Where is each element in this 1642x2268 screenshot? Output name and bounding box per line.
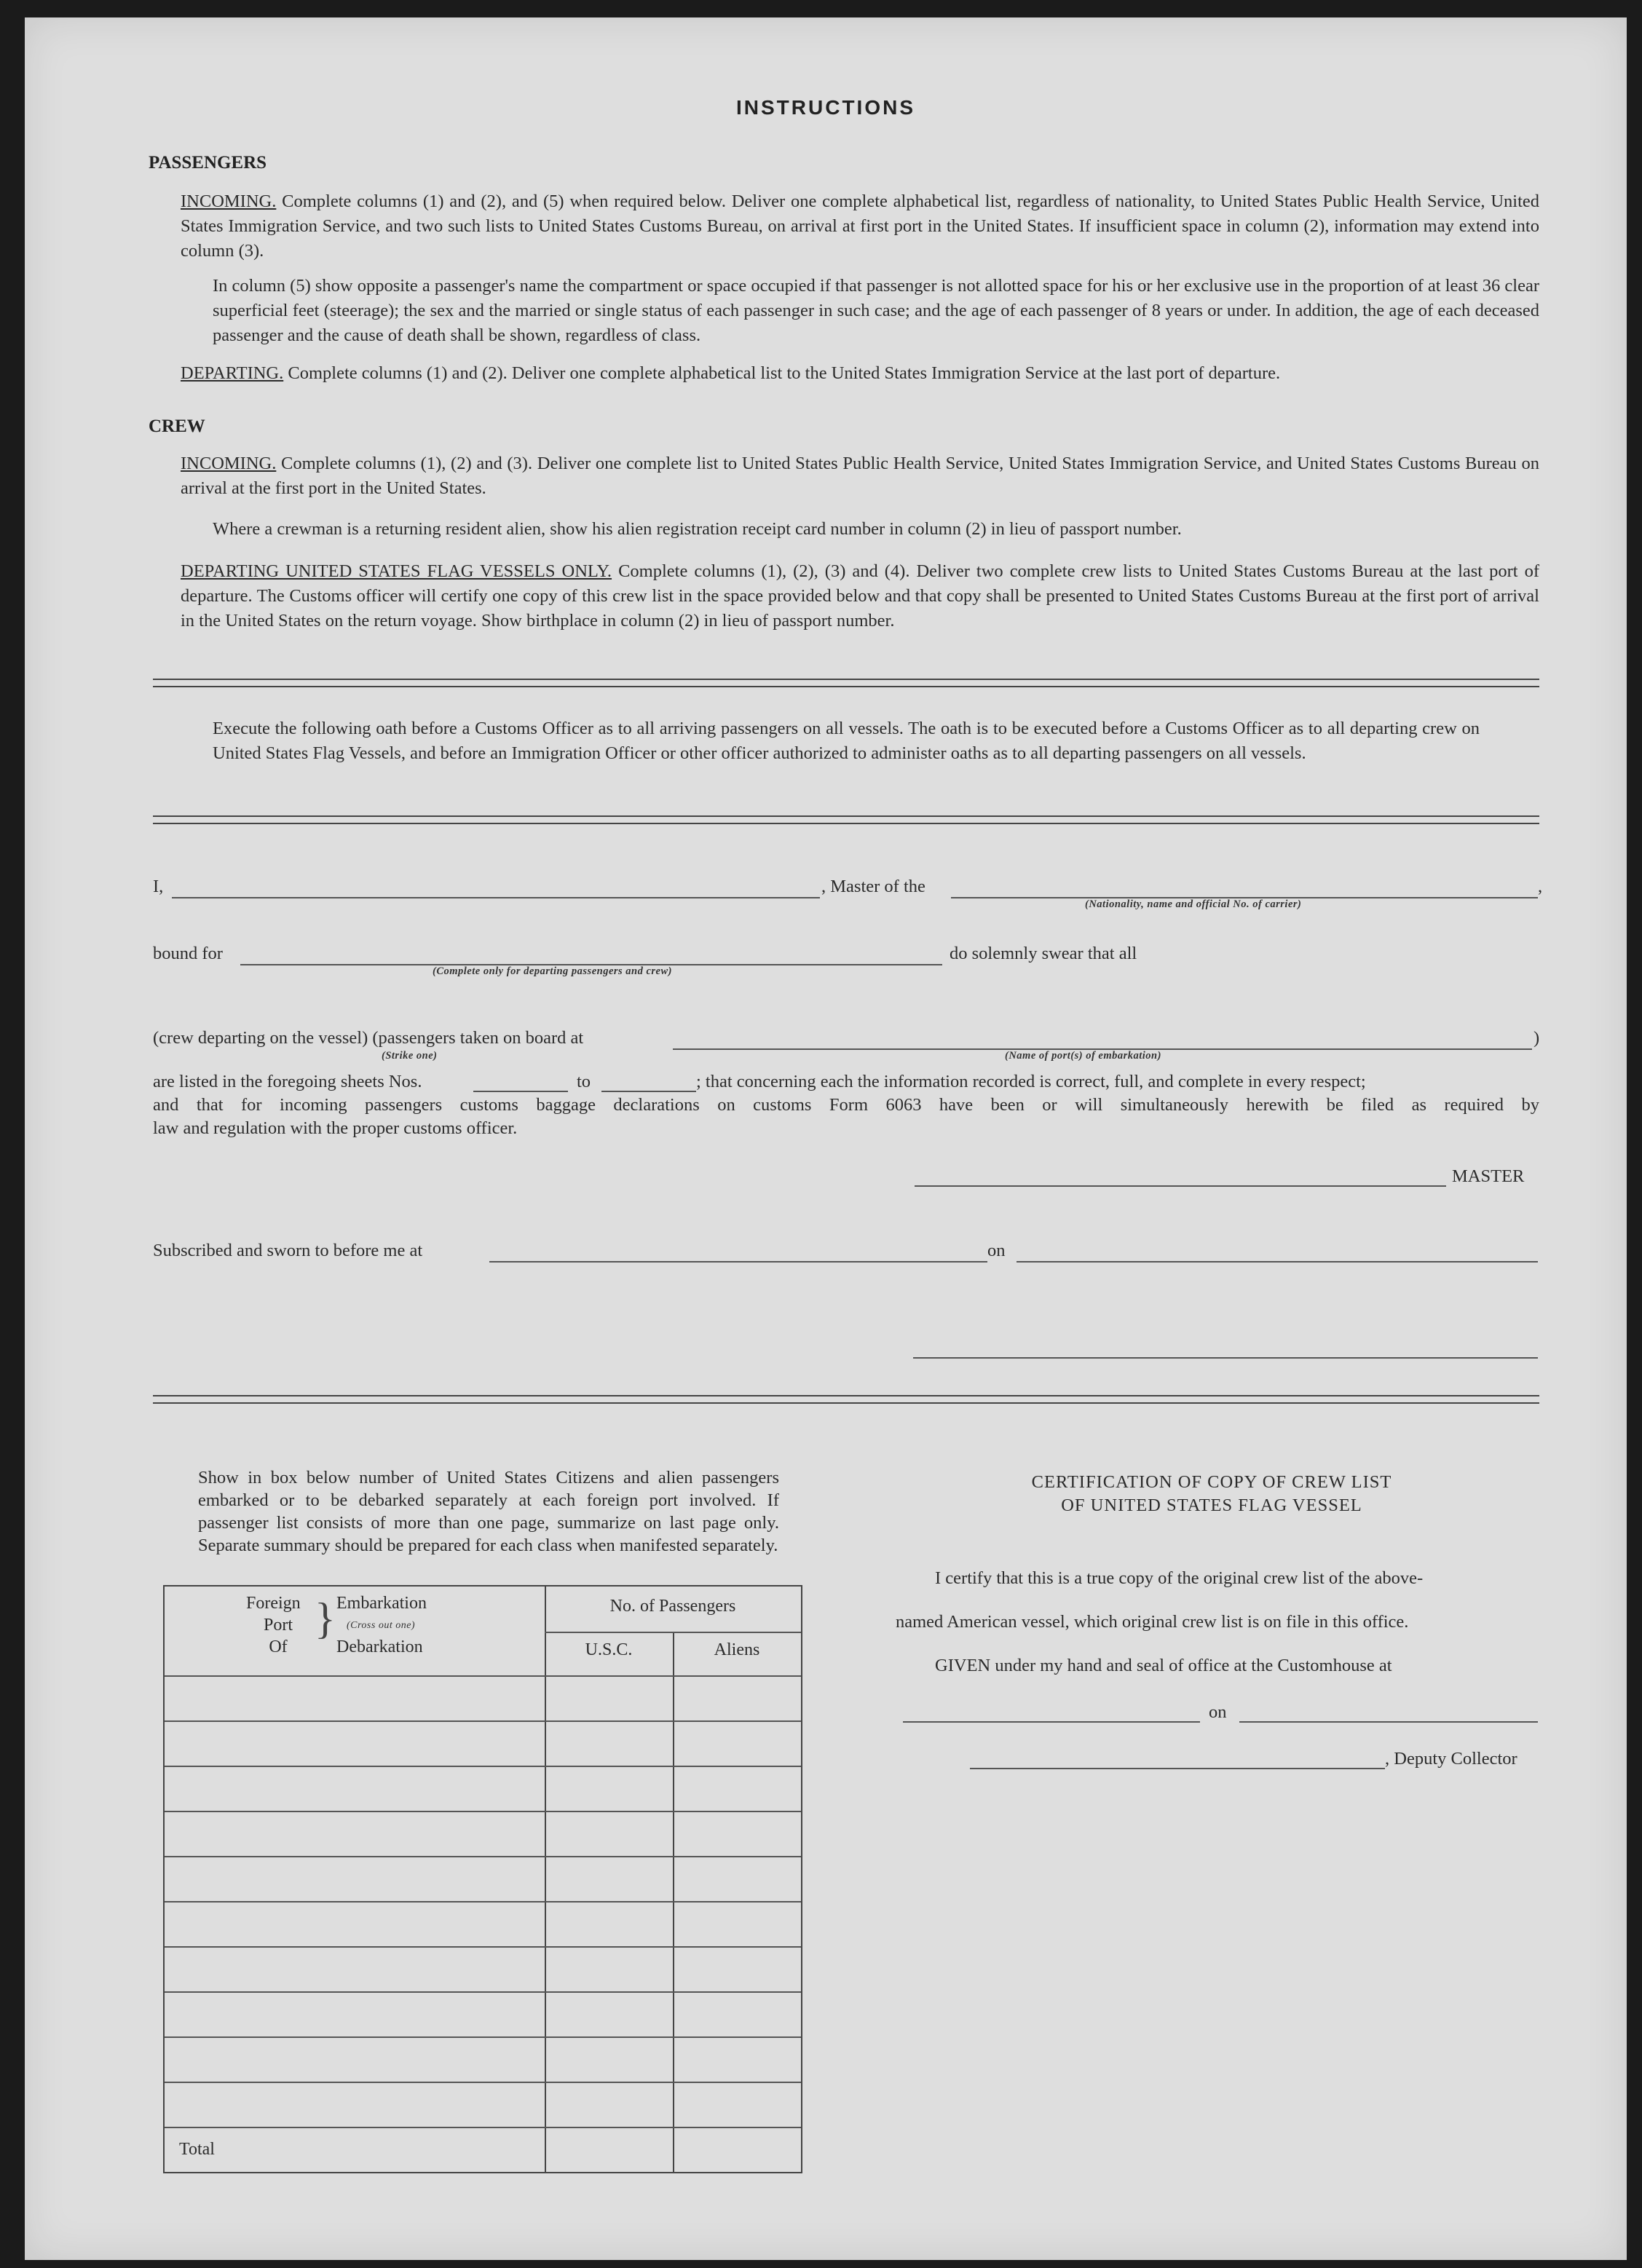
passengers-departing-text: Complete columns (1) and (2). Deliver one complete alphabetical list to the United States Immigration Service at the last port of departure. bbox=[288, 363, 1281, 383]
crew-departing-label: DEPARTING UNITED STATES FLAG VESSELS ONLY. bbox=[181, 561, 612, 581]
passenger-summary-table bbox=[163, 1585, 802, 2173]
total-label: Total bbox=[179, 2140, 215, 2159]
bound-for-label: bound for bbox=[153, 944, 223, 963]
certification-date-field[interactable] bbox=[1239, 1721, 1538, 1723]
oath-line-3: law and regulation with the proper customs officer. bbox=[153, 1118, 518, 1138]
column-divider bbox=[545, 1587, 546, 2172]
oath-instruction: Execute the following oath before a Customs Officer as to all arriving passengers on all vessels. The oath is to be executed before a Customs Officer as to all departing crew on United States Flag Vessels, and before an Immigration Officer or other officer authorized to administer oaths as to all departing passengers on all vessels. bbox=[213, 719, 1480, 763]
sheet-to-field[interactable] bbox=[601, 1091, 696, 1092]
table-row-divider bbox=[165, 2127, 801, 2128]
certification-on-label: on bbox=[1209, 1702, 1227, 1722]
passengers-departing-label: DEPARTING. bbox=[181, 363, 284, 383]
passengers-departing-paragraph bbox=[181, 361, 1539, 386]
customhouse-field[interactable] bbox=[903, 1721, 1200, 1723]
certification-title-line-2: OF UNITED STATES FLAG VESSEL bbox=[1061, 1495, 1362, 1515]
table-row-divider bbox=[165, 1675, 801, 1677]
table-row-divider bbox=[165, 1991, 801, 1993]
master-signature-field[interactable] bbox=[915, 1185, 1446, 1187]
sheets-suffix: ; that concerning each the information recorded is correct, full, and complete in every respect; bbox=[696, 1072, 1366, 1091]
divider bbox=[153, 679, 1539, 687]
header-aliens: Aliens bbox=[714, 1640, 760, 1659]
crew-departing-paragraph bbox=[181, 559, 1539, 633]
deputy-signature-field[interactable] bbox=[970, 1768, 1385, 1769]
table-row-divider bbox=[165, 2082, 801, 2083]
header-no-passengers: No. of Passengers bbox=[609, 1597, 736, 1616]
header-cross-out: (Cross out one) bbox=[347, 1620, 416, 1631]
crew-incoming-label: INCOMING. bbox=[181, 454, 277, 473]
certification-line-2: named American vessel, which original crew list is on file in this office. bbox=[896, 1612, 1409, 1632]
table-row-divider bbox=[165, 1766, 801, 1767]
close-paren: ) bbox=[1534, 1028, 1540, 1048]
crew-incoming-paragraph bbox=[181, 451, 1539, 501]
certification-line-3: GIVEN under my hand and seal of office at the Customhouse at bbox=[935, 1656, 1392, 1675]
divider bbox=[153, 815, 1539, 824]
crew-passengers-label: (crew departing on the vessel) (passengers taken on board at bbox=[153, 1028, 584, 1048]
header-embarkation: Embarkation bbox=[336, 1594, 427, 1613]
header-port: Port bbox=[263, 1616, 293, 1635]
strike-one-caption: (Strike one) bbox=[382, 1050, 438, 1062]
sheets-prefix: are listed in the foregoing sheets Nos. bbox=[153, 1072, 422, 1091]
comma: , bbox=[1538, 877, 1543, 896]
passengers-incoming-paragraph bbox=[181, 189, 1539, 264]
sheet-from-field[interactable] bbox=[473, 1091, 568, 1092]
sheets-to-label: to bbox=[577, 1072, 591, 1091]
complete-caption: (Complete only for departing passengers and crew) bbox=[433, 965, 672, 977]
header-usc: U.S.C. bbox=[585, 1640, 633, 1659]
officer-signature-field[interactable] bbox=[913, 1357, 1538, 1359]
certification-line-1: I certify that this is a true copy of the original crew list of the above- bbox=[935, 1568, 1424, 1588]
header-divider bbox=[545, 1632, 801, 1633]
oath-line-2: and that for incoming passengers customs baggage declarations on customs Form 6063 have been or will simultaneously herewith be filed as required by bbox=[153, 1095, 1539, 1115]
table-row-divider bbox=[165, 1856, 801, 1857]
port-caption: (Name of port(s) of embarkation) bbox=[1005, 1050, 1161, 1062]
passengers-heading: PASSENGERS bbox=[149, 153, 267, 173]
on-label: on bbox=[987, 1241, 1006, 1260]
header-of: Of bbox=[269, 1637, 288, 1656]
summary-instruction: Show in box below number of United States Citizens and alien passengers embarked or to be debarked separately at each foreign port involved. If passenger list consists of more than one page, summarize on last page only. Separate summary should be prepared for each class when manifested separately. bbox=[198, 1468, 779, 1555]
passengers-incoming-label: INCOMING. bbox=[181, 191, 277, 211]
crew-heading: CREW bbox=[149, 416, 205, 436]
table-row-divider bbox=[165, 1901, 801, 1902]
certification-title-line-1: CERTIFICATION OF COPY OF CREW LIST bbox=[1031, 1472, 1392, 1492]
header-foreign: Foreign bbox=[246, 1594, 301, 1613]
table-row-divider bbox=[165, 2036, 801, 2038]
master-name-field[interactable] bbox=[172, 897, 820, 898]
swear-label: do solemnly swear that all bbox=[950, 944, 1137, 963]
divider bbox=[153, 1395, 1539, 1404]
nationality-caption: (Nationality, name and official No. of carrier) bbox=[1085, 898, 1302, 910]
sworn-date-field[interactable] bbox=[1017, 1261, 1538, 1263]
deputy-collector-label: , Deputy Collector bbox=[1385, 1749, 1517, 1769]
master-of-label: , Master of the bbox=[821, 877, 925, 896]
passengers-column5-paragraph: In column (5) show opposite a passenger's name the compartment or space occupied if that passenger is not allotted space for his or her exclusive use in the proportion of at least 36 clear superficial feet (steerage); the sex and the married or single status of each passenger in such case; and the age of each passenger of 8 years or under. In addition, the age of each deceased passenger and the cause of death shall be shown, regardless of class. bbox=[213, 276, 1539, 345]
page-title: INSTRUCTIONS bbox=[736, 96, 915, 119]
crew-incoming-text: Complete columns (1), (2) and (3). Deliver one complete list to United States Public Health Service, United States Immigration Service, and United States Customs Bureau on arrival at the first port in the United States. bbox=[181, 454, 1539, 498]
oath-i-label: I, bbox=[153, 877, 164, 896]
subscribed-label: Subscribed and sworn to before me at bbox=[153, 1241, 423, 1260]
master-label: MASTER bbox=[1452, 1166, 1525, 1186]
crew-resident-paragraph: Where a crewman is a returning resident alien, show his alien registration receipt card number in column (2) in lieu of passport number. bbox=[213, 519, 1182, 539]
brace-icon: } bbox=[315, 1595, 336, 1643]
sworn-place-field[interactable] bbox=[489, 1261, 987, 1263]
table-row-divider bbox=[165, 1811, 801, 1812]
header-debarkation: Debarkation bbox=[336, 1637, 423, 1656]
document-page bbox=[25, 17, 1627, 2260]
passengers-incoming-text: Complete columns (1) and (2), and (5) when required below. Deliver one complete alphabetical list, regardless of nationality, to United States Public Health Service, United States Immigration Service, and two such lists to United States Customs Bureau, on arrival at first port in the United States. If insufficient space in column (2), information may extend into column (3). bbox=[181, 191, 1539, 261]
table-row-divider bbox=[165, 1946, 801, 1948]
crew-departing-text: Complete columns (1), (2), (3) and (4). Deliver two complete crew lists to United States Customs Bureau at the last port of departure. The Customs officer will certify one copy of this crew list in the space provided below and that copy shall be presented to United States Customs Bureau at the first port of arrival in the United States on the return voyage. Show birthplace in column (2) in lieu of passport number. bbox=[181, 561, 1539, 631]
table-row-divider bbox=[165, 1720, 801, 1722]
